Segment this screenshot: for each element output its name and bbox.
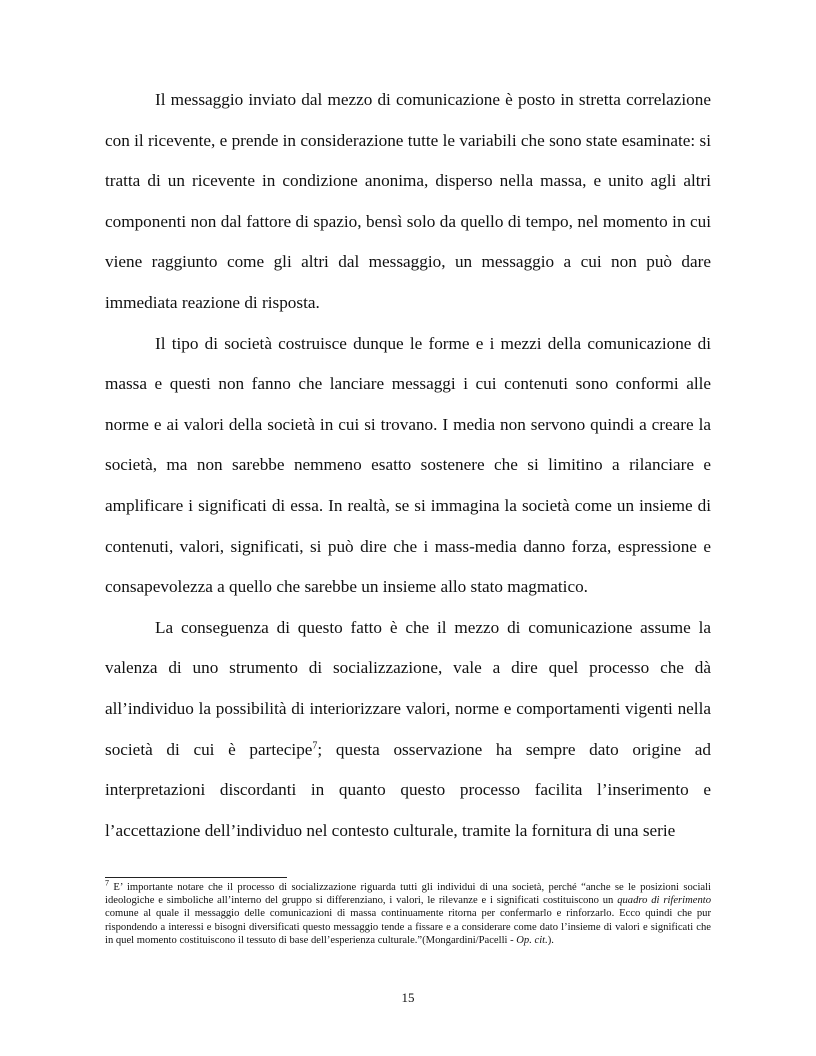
footnote-italic-2: Op. cit. [516, 934, 548, 946]
paragraph-1: Il messaggio inviato dal mezzo di comunicazione è posto in stretta correlazione con il ricevente, e prende in considerazione tutte le variabili che sono state esaminate: si tratta di un ricevente in condizione anonima, disperso nella massa, e unito agli altri componenti non dal fattore di spazio, bensì solo da quello di tempo, nel momento in cui viene raggiunto come gli altri dal messaggio, un messaggio a cui non può dare immediata reazione di risposta. [105, 90, 711, 312]
paragraph-2: Il tipo di società costruisce dunque le forme e i mezzi della comunicazione di massa e questi non fanno che lanciare messaggi i cui contenuti sono conformi alle norme e ai valori della società in cui si trovano. I media non servono quindi a creare la società, ma non sarebbe nemmeno esatto sostenere che si limitino a rilanciare e amplificare i significati di essa. In realtà, se si immagina la società come un insieme di contenuti, valori, significati, si può dire che i mass-media danno forza, espressione e consapevolezza a quello che sarebbe un insieme allo stato magmatico. [105, 333, 711, 597]
footnote-text-2: comune al quale il messaggio delle comunicazioni di massa continuamente ritorna per confermarlo e rinforzarlo. Ecco quindi che pur rispondendo a interessi e bisogni diversificati questo messaggio tende a fissare e a considerare come dato l’insieme di valori e significati che in quel momento costituiscono il tessuto di base dell’esperienza culturale.”(Mongardini/Pacelli - [105, 908, 711, 946]
paragraph-3-text-b: ; questa osservazione ha sempre dato origine ad interpretazioni discordanti in quanto questo processo facilita l’inserimento e l’accettazione dell’individuo nel contesto culturale, tramite la fornitura di una serie [105, 739, 711, 840]
footnote-text-1: E’ importante notare che il processo di socializzazione riguarda tutti gli individui di una società, perché “anche se le posizioni sociali ideologiche e simboliche all’interno del gruppo si differenziano, i valori, le rilevanze e i significati costituiscono un [105, 882, 711, 907]
page-number: 15 [401, 990, 415, 1005]
footnote-separator [105, 877, 287, 878]
footnote [105, 878, 711, 947]
footnote-text-3: ). [547, 934, 554, 946]
paragraph-3 [105, 608, 711, 852]
footnote-reference[interactable]: 7 [312, 739, 318, 751]
paragraph-3-text-a: La conseguenza di questo fatto è che il mezzo di comunicazione assume la valenza di uno strumento di socializzazione, vale a dire quel processo che dà all’individuo la possibilità di interiorizzare valori, norme e comportamenti vigenti nella società di cui è partecipe [105, 617, 711, 759]
footnote-italic-1: quadro di riferimento [617, 895, 711, 907]
footnote-number: 7 [105, 878, 109, 888]
body-text [105, 80, 711, 851]
